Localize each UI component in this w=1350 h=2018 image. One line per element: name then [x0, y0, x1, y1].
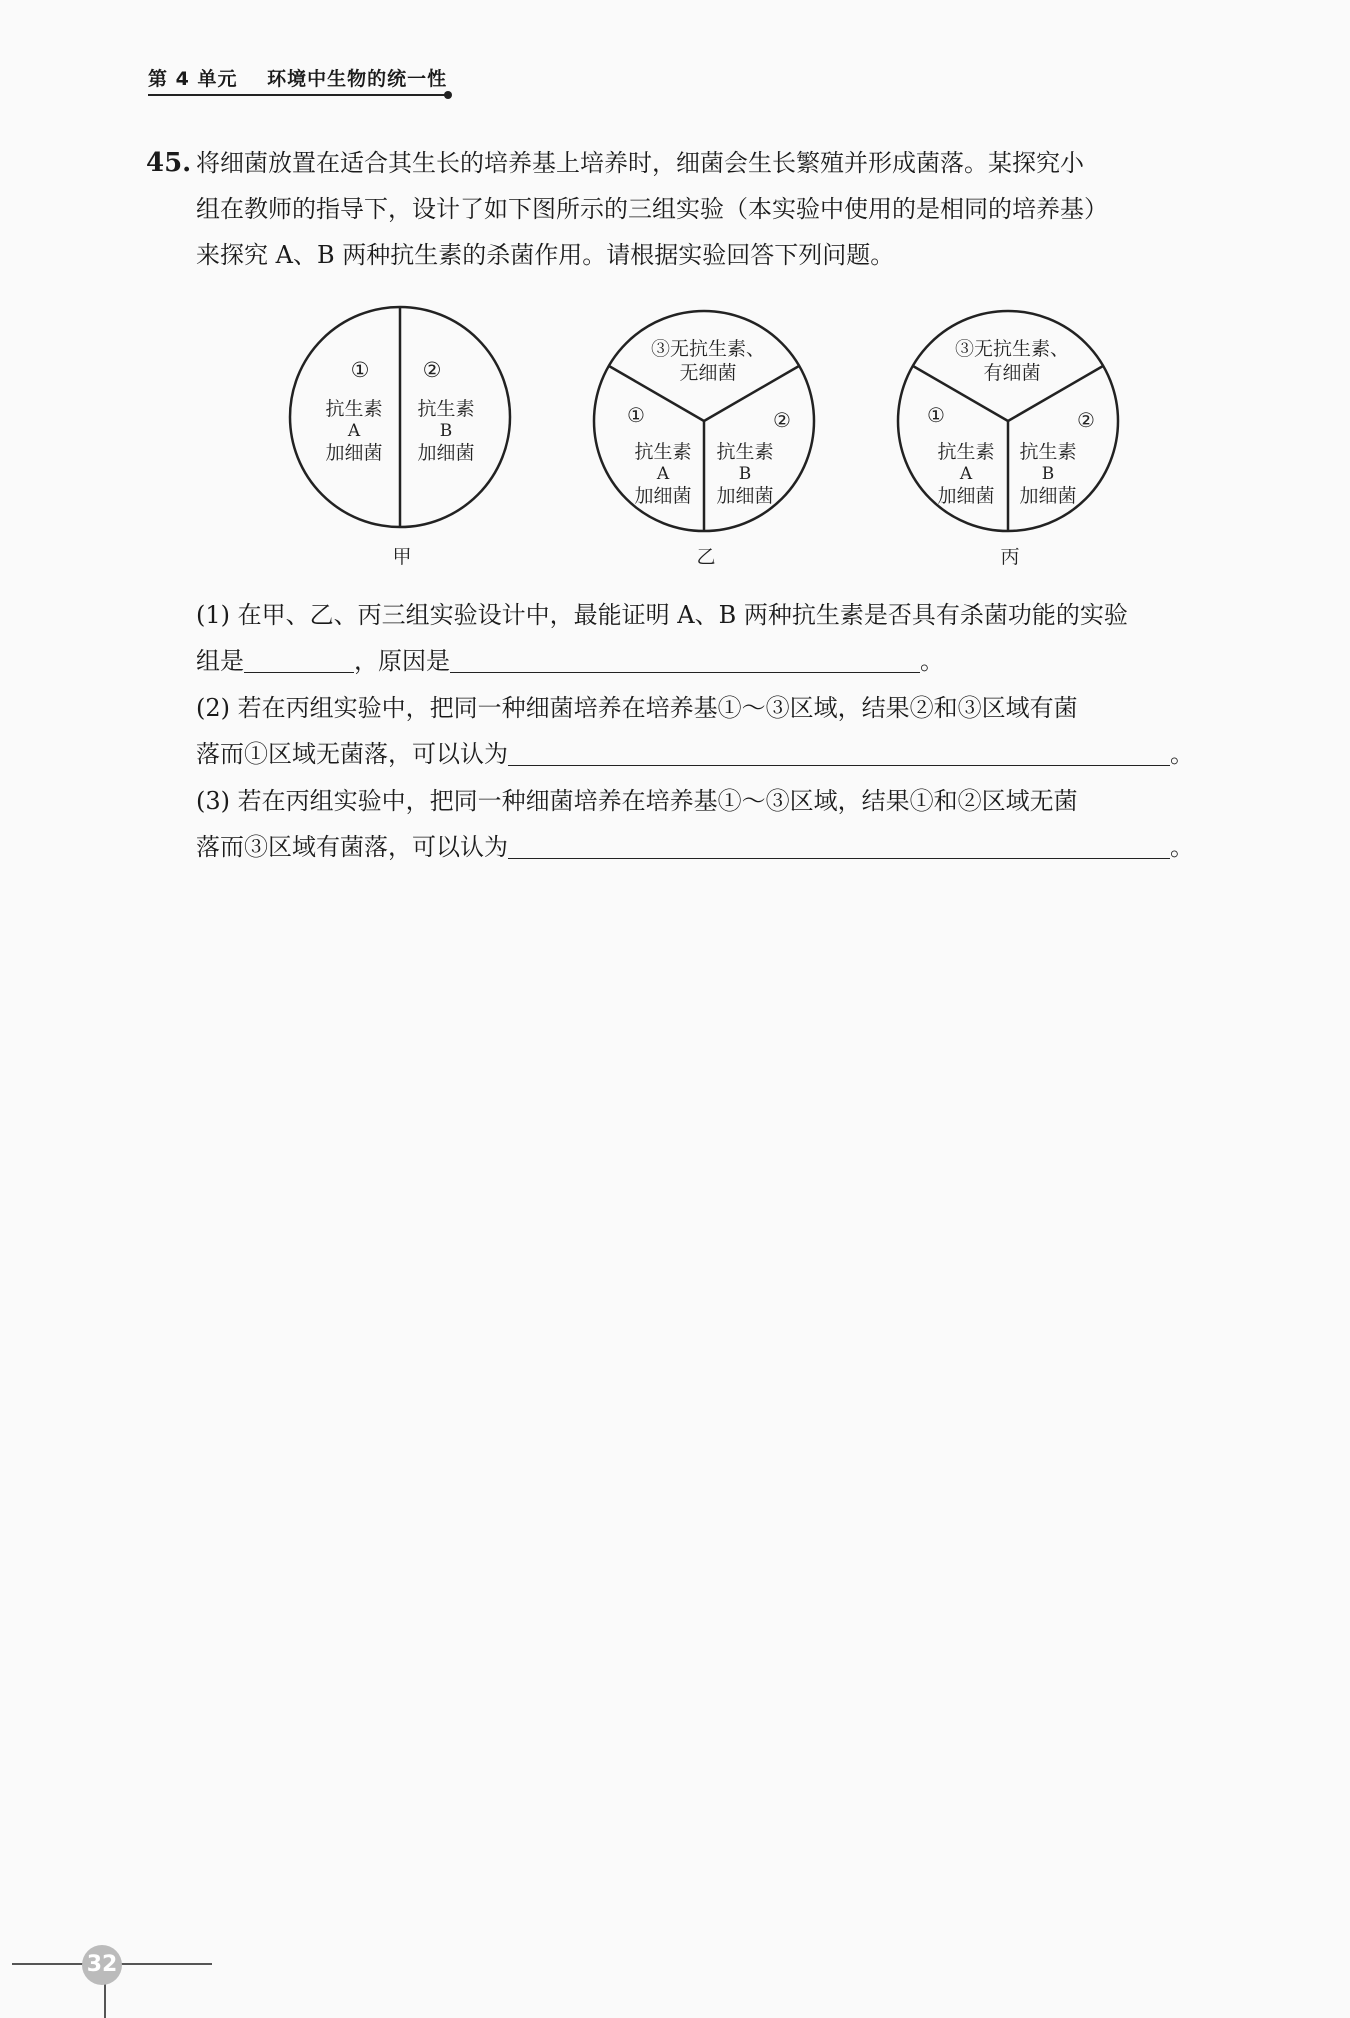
dish-yi: [594, 311, 814, 568]
subquestion-3: [196, 778, 1216, 870]
experiment-figure: [280, 305, 1120, 575]
bing-left-num: ①: [927, 403, 945, 427]
yi-left-l2: A: [656, 464, 670, 484]
q1-line-1: (1) 在甲、乙、丙三组实验设计中，最能证明 A、B 两种抗生素是否具有杀菌功能的实验: [196, 601, 1128, 629]
question-stem: [196, 140, 1216, 278]
bing-right-l2: B: [1041, 464, 1055, 484]
q2-line-2: [196, 731, 1216, 777]
jia-right-l2: B: [439, 421, 453, 441]
bing-left-l3: 加细菌: [937, 485, 995, 507]
yi-top-l1: ③无抗生素、: [650, 338, 766, 360]
jia-right-l3: 加细菌: [417, 442, 475, 464]
dish-bing: [898, 311, 1118, 568]
header-dot: [444, 91, 452, 99]
jia-right-l1: 抗生素: [417, 398, 475, 420]
chapter-title: 环境中生物的统一性: [267, 68, 448, 90]
q1-end: 。: [920, 647, 944, 675]
header-rule: [148, 94, 448, 96]
subquestion-1: [196, 592, 1216, 684]
bing-caption: 丙: [1000, 546, 1020, 568]
bing-left-l2: A: [959, 464, 973, 484]
yi-top-l2: 无细菌: [679, 362, 737, 384]
q1-blank-group[interactable]: [244, 642, 354, 673]
bing-top-l2: 有细菌: [983, 362, 1041, 384]
q1-blank-reason[interactable]: [450, 642, 920, 673]
stem-line-2: 组在教师的指导下，设计了如下图所示的三组实验（本实验中使用的是相同的培养基）: [196, 195, 1108, 223]
bing-top-l1: ③无抗生素、: [954, 338, 1070, 360]
yi-right-l3: 加细菌: [716, 485, 774, 507]
bing-right-l3: 加细菌: [1019, 485, 1077, 507]
yi-left-num: ①: [627, 403, 645, 427]
yi-caption: 乙: [696, 546, 716, 568]
yi-left-l1: 抗生素: [634, 441, 692, 463]
unit-label: 第 4 单元: [148, 68, 238, 90]
yi-right-num: ②: [773, 408, 791, 432]
bing-left-l1: 抗生素: [937, 441, 995, 463]
bing-right-num: ②: [1077, 408, 1095, 432]
page-number: 32: [82, 1945, 122, 1985]
q3-prefix: 落而③区域有菌落，可以认为: [196, 833, 508, 861]
chapter-header: [148, 64, 447, 91]
q3-end: 。: [1170, 833, 1194, 861]
q3-line-2: [196, 824, 1216, 870]
q1-reason-label: ，原因是: [354, 647, 450, 675]
q1-line-2: [196, 638, 1216, 684]
jia-left-l1: 抗生素: [325, 398, 383, 420]
subquestion-2: [196, 685, 1216, 777]
stem-line-1: 将细菌放置在适合其生长的培养基上培养时，细菌会生长繁殖并形成菌落。某探究小: [196, 149, 1084, 177]
question-number: 45.: [146, 148, 192, 178]
q2-prefix: 落而①区域无菌落，可以认为: [196, 740, 508, 768]
q2-blank[interactable]: [508, 735, 1170, 766]
stem-line-3: 来探究 A、B 两种抗生素的杀菌作用。请根据实验回答下列问题。: [196, 241, 895, 269]
jia-left-num: ①: [350, 358, 370, 382]
q3-blank[interactable]: [508, 828, 1170, 859]
q2-end: 。: [1170, 740, 1194, 768]
q3-line-1: (3) 若在丙组实验中，把同一种细菌培养在培养基①～③区域，结果①和②区域无菌: [196, 787, 1078, 815]
dish-jia: [290, 307, 510, 568]
q1-prefix: 组是: [196, 647, 244, 675]
jia-caption: 甲: [392, 546, 412, 568]
yi-right-l2: B: [738, 464, 752, 484]
yi-right-l1: 抗生素: [716, 441, 774, 463]
jia-left-l3: 加细菌: [325, 442, 383, 464]
jia-left-l2: A: [347, 421, 361, 441]
yi-left-l3: 加细菌: [634, 485, 692, 507]
jia-right-num: ②: [422, 358, 442, 382]
bing-right-l1: 抗生素: [1019, 441, 1077, 463]
q2-line-1: (2) 若在丙组实验中，把同一种细菌培养在培养基①～③区域，结果②和③区域有菌: [196, 694, 1078, 722]
